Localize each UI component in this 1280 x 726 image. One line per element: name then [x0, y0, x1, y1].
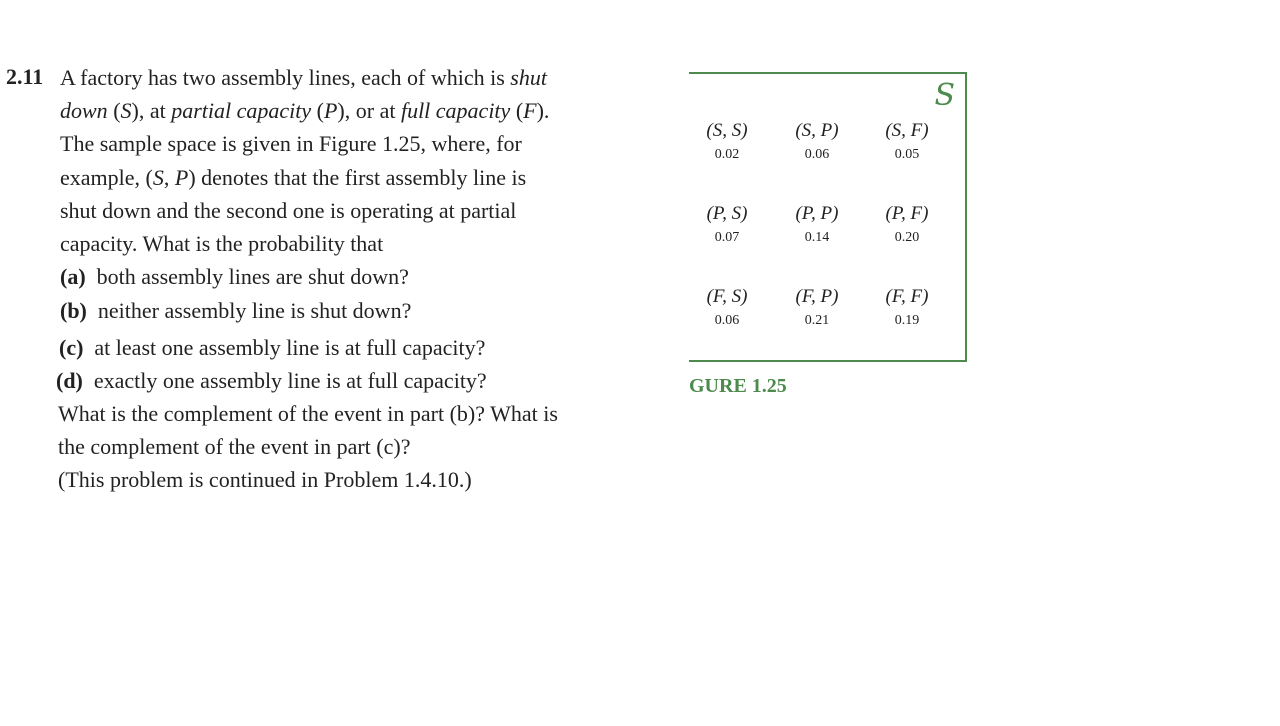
outcome-label: (P, S) [706, 203, 748, 224]
part-label: (a) [60, 264, 86, 289]
part-text: neither assembly line is shut down? [97, 298, 412, 323]
text-span: down [60, 98, 108, 123]
sample-space-figure [689, 72, 967, 362]
problem-line-4 [60, 165, 526, 191]
outcome-label: (P, P) [795, 203, 839, 224]
text-span: ). [536, 98, 550, 123]
outcome-label: (S, S) [706, 120, 748, 141]
part-label: (b) [60, 298, 87, 323]
outcome-cell [772, 286, 862, 329]
text-span: P [323, 98, 338, 123]
problem-line-13: (This problem is continued in Problem 1.4.10.) [58, 467, 472, 492]
outcome-probability: 0.05 [894, 147, 920, 162]
part-d [56, 368, 487, 394]
outcome-probability: 0.21 [804, 313, 830, 328]
part-text: exactly one assembly line is at full capacity? [93, 368, 487, 393]
outcome-cell [682, 120, 772, 163]
part-label: (c) [59, 335, 84, 360]
text-span: ( [510, 98, 524, 123]
outcome-probability: 0.07 [714, 230, 740, 245]
problem-line-6: capacity. What is the probability that [60, 231, 384, 256]
outcome-cell [862, 203, 952, 246]
text-span: S [120, 98, 132, 123]
outcome-cell [772, 120, 862, 163]
outcome-probability: 0.06 [804, 147, 830, 162]
text-span: S [152, 165, 164, 190]
problem-line-5: shut down and the second one is operating at partial [60, 198, 517, 223]
outcome-label: (F, F) [885, 286, 929, 307]
part-text: both assembly lines are shut down? [96, 264, 409, 289]
problem-line-3: The sample space is given in Figure 1.25, where, for [60, 131, 522, 156]
problem-line-12: the complement of the event in part (c)? [58, 434, 411, 459]
part-c [59, 335, 485, 361]
text-span: partial capacity [171, 98, 312, 123]
text-span: ), or at [337, 98, 401, 123]
outcome-probability: 0.14 [804, 230, 830, 245]
outcome-label: (F, P) [795, 286, 839, 307]
outcome-cell [772, 203, 862, 246]
outcome-label: (S, F) [885, 120, 929, 141]
text-span: ( [107, 98, 121, 123]
text-span: ( [311, 98, 324, 123]
outcome-probability: 0.02 [714, 147, 740, 162]
outcome-cell [862, 286, 952, 329]
text-span: ) denotes that the first assembly line is [188, 165, 527, 190]
outcome-probability: 0.19 [894, 313, 920, 328]
outcome-label: (S, P) [795, 120, 839, 141]
text-span: A factory has two assembly lines, each of which is [60, 65, 511, 90]
text-span: shut [510, 65, 547, 90]
figure-caption: GURE 1.25 [689, 375, 787, 397]
part-label: (d) [56, 368, 83, 393]
text-span: P [174, 165, 189, 190]
outcome-probability: 0.20 [894, 230, 920, 245]
outcome-cell [682, 286, 772, 329]
part-b [60, 298, 411, 324]
problem-line-2 [60, 98, 549, 124]
part-text: at least one assembly line is at full capacity? [94, 335, 486, 360]
outcome-cell [862, 120, 952, 163]
outcome-cell [682, 203, 772, 246]
text-span: example, ( [60, 165, 153, 190]
part-a [60, 264, 409, 290]
problem-line-11: What is the complement of the event in part (b)? What is [58, 401, 558, 426]
text-span: ), at [131, 98, 172, 123]
outcome-label: (F, S) [706, 286, 748, 307]
sample-space-label: S [934, 78, 955, 113]
outcome-label: (P, F) [885, 203, 929, 224]
problem-line-1 [60, 65, 547, 91]
text-span: full capacity [400, 98, 511, 123]
text-span: F [523, 98, 537, 123]
problem-number: 2.11 [6, 64, 44, 89]
outcome-probability: 0.06 [714, 313, 740, 328]
text-span: , [163, 165, 175, 190]
